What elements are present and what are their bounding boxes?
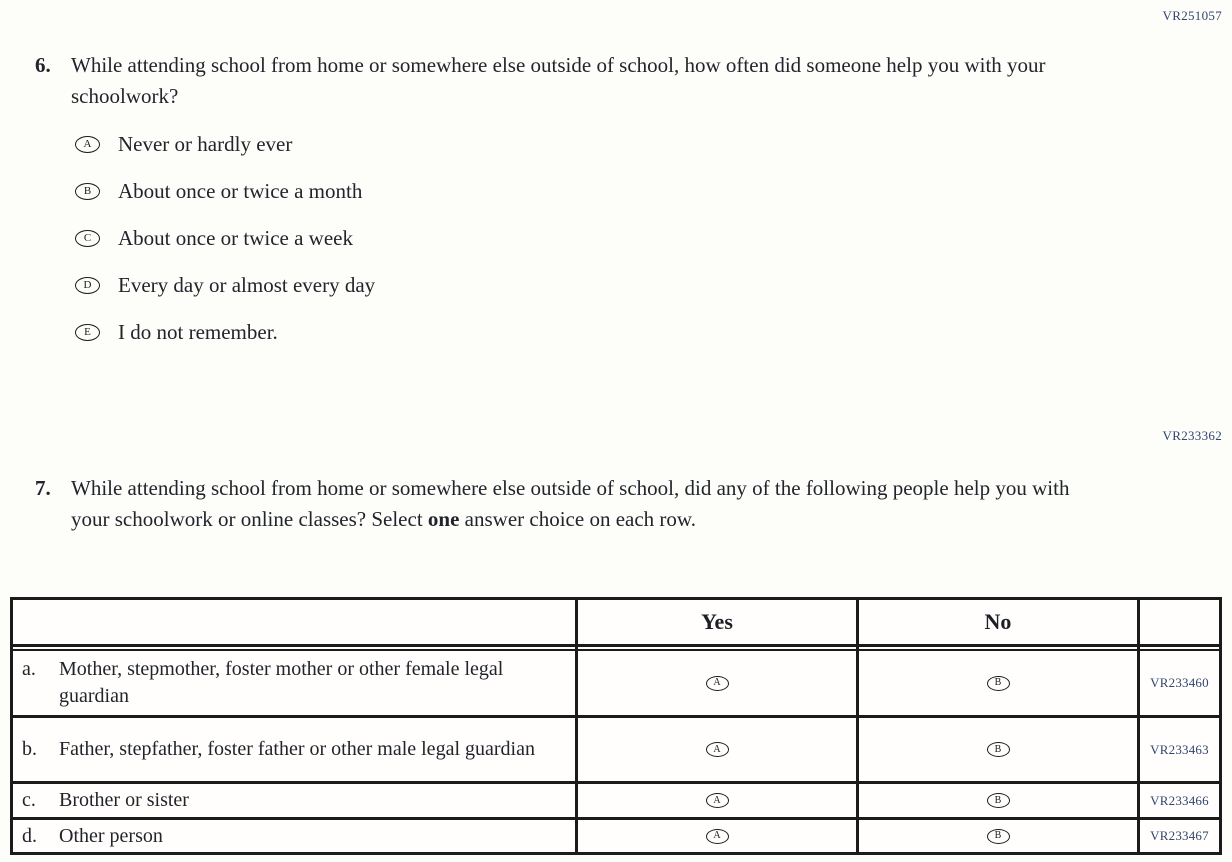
question-7-table [10,597,1222,855]
yes-bubble[interactable]: A [706,829,729,844]
question-6 [35,50,1083,112]
row-code: VR233466 [1150,792,1209,808]
option-row-a [75,121,375,168]
form-code-q7: VR233362 [1162,428,1222,443]
yes-cell [578,820,859,852]
row-label: Father, stepfather, foster father or other male legal guardian [59,738,535,760]
question-7-text-before: While attending school from home or somewhere else outside of school, did any of the following people help you with your schoolwork or online classes? Select [71,476,1070,531]
yes-cell [578,651,859,715]
no-cell [859,718,1140,781]
option-row-d [75,262,375,309]
no-bubble[interactable]: B [987,742,1010,757]
no-bubble[interactable]: B [987,793,1010,808]
answer-bubble-e[interactable]: E [75,324,100,341]
row-code: VR233460 [1150,675,1209,690]
form-code-q6: VR251057 [1162,8,1222,23]
table-row-mother [13,651,1219,718]
table-row-father [13,718,1219,784]
question-6-text: While attending school from home or somewhere else outside of school, how often did someone help you with your schoolwork? [71,53,1046,108]
yes-cell [578,784,859,817]
yes-bubble[interactable]: A [706,793,729,808]
question-7-text-after: answer choice on each row. [459,507,696,531]
row-stem-cell [13,820,578,852]
yes-bubble[interactable]: A [706,742,729,757]
code-cell [1140,651,1219,715]
yes-bubble[interactable]: A [706,676,729,691]
row-letter: a. [22,658,36,680]
row-letter: d. [22,824,37,847]
no-bubble[interactable]: B [987,676,1010,691]
option-row-e [75,309,375,356]
option-label-d: Every day or almost every day [118,273,376,297]
no-column-header: No [984,609,1012,634]
question-6-number: 6. [35,53,51,77]
code-cell [1140,718,1219,781]
code-cell [1140,820,1219,852]
table-row-sibling [13,784,1219,820]
row-code: VR233467 [1150,828,1209,843]
option-label-e: I do not remember. [118,320,278,344]
row-letter: c. [22,789,36,811]
row-stem-cell [13,784,578,817]
row-label: Mother, stepmother, foster mother or other female legal guardian [59,658,504,707]
no-cell [859,651,1140,715]
row-label: Other person [59,824,163,847]
header-cell-code-blank [1140,600,1219,644]
yes-column-header: Yes [701,609,733,634]
no-bubble[interactable]: B [987,829,1010,844]
question-7 [35,473,1083,535]
header-cell-no [859,600,1140,644]
option-label-b: About once or twice a month [118,179,363,203]
no-cell [859,784,1140,817]
answer-bubble-a[interactable]: A [75,136,100,153]
question-7-number: 7. [35,476,51,500]
answer-bubble-d[interactable]: D [75,277,100,294]
question-7-text [71,473,1083,535]
option-row-b [75,168,375,215]
header-cell-yes [578,600,859,644]
answer-bubble-c[interactable]: C [75,230,100,247]
no-cell [859,820,1140,852]
code-cell [1140,784,1219,817]
header-cell-blank [13,600,578,644]
yes-cell [578,718,859,781]
table-header-row [13,600,1219,647]
answer-bubble-b[interactable]: B [75,183,100,200]
row-label: Brother or sister [59,789,189,811]
row-stem-cell [13,718,578,781]
row-stem-cell [13,651,578,715]
question-7-text-bold: one [427,507,460,531]
question-6-options [75,121,375,356]
option-row-c [75,215,375,262]
row-code: VR233463 [1150,741,1209,757]
table-row-other [13,820,1219,852]
option-label-a: Never or hardly ever [118,132,293,156]
row-letter: b. [22,738,37,760]
option-label-c: About once or twice a week [118,226,353,250]
